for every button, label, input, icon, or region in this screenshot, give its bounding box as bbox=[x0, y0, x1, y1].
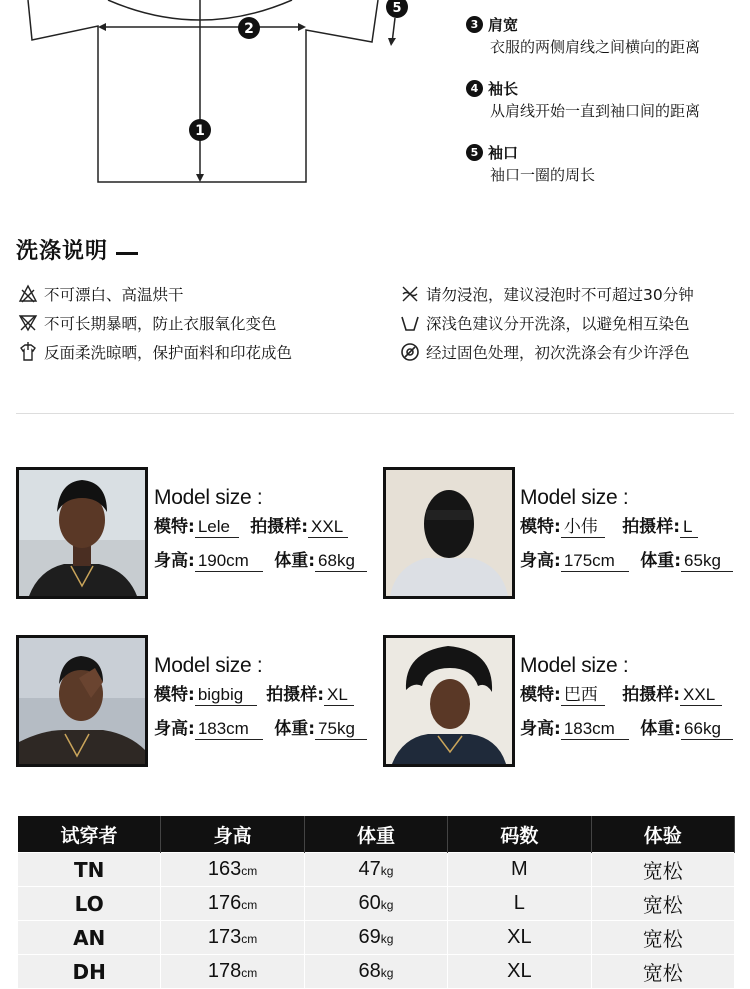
model-photo-xiaowei bbox=[383, 467, 515, 599]
sample-size: XXL bbox=[680, 685, 722, 706]
model-photo-bigbig bbox=[16, 635, 148, 767]
model-info-4 bbox=[520, 654, 730, 744]
marker-2 bbox=[238, 17, 260, 39]
svg-text:1: 1 bbox=[195, 123, 205, 139]
spec-desc: 衣服的两侧肩线之间横向的距离 bbox=[490, 38, 701, 56]
model-size-heading: Model size : bbox=[154, 486, 263, 509]
wash-item: 深浅色建议分开洗涤，以避免相互染色 bbox=[400, 312, 690, 336]
wash-item: 请勿浸泡，建议浸泡时不可超过30分钟 bbox=[400, 283, 694, 307]
tester-size: XL bbox=[448, 921, 591, 955]
model-height: 183cm bbox=[561, 719, 629, 740]
model-size-heading: Model size : bbox=[520, 486, 629, 509]
table-row bbox=[18, 887, 735, 921]
spec-number: 5 bbox=[466, 144, 483, 161]
model-height: 190cm bbox=[195, 551, 263, 572]
tester-weight: 69kg bbox=[304, 921, 447, 955]
tshirt-diagram bbox=[0, 0, 460, 200]
model-name: 小伟 bbox=[561, 517, 605, 538]
tester-fit: 宽松 bbox=[591, 955, 734, 989]
header-weight: 体重 bbox=[304, 816, 447, 853]
model-name: Lele bbox=[195, 517, 239, 538]
spec-cuff bbox=[466, 142, 595, 186]
model-photo-lele bbox=[16, 467, 148, 599]
spec-sleeve bbox=[466, 78, 700, 122]
color-fixed-icon bbox=[400, 342, 420, 362]
spec-desc: 袖口一圈的周长 bbox=[490, 166, 596, 184]
tester-name: TN bbox=[18, 853, 161, 887]
tester-size: XL bbox=[448, 955, 591, 989]
section-divider bbox=[16, 413, 734, 414]
header-tester: 试穿者 bbox=[18, 816, 161, 853]
model-name-label: 模特: bbox=[154, 685, 195, 705]
no-sun-icon bbox=[18, 313, 38, 333]
header-fit: 体验 bbox=[591, 816, 734, 853]
wash-item: 反面柔洗晾晒，保护面料和印花成色 bbox=[18, 341, 292, 365]
sample-size: L bbox=[680, 517, 698, 538]
tester-name: LO bbox=[18, 887, 161, 921]
model-weight: 68kg bbox=[315, 551, 367, 572]
tester-weight: 47kg bbox=[304, 853, 447, 887]
spec-shoulder bbox=[466, 14, 700, 58]
tester-name: AN bbox=[18, 921, 161, 955]
height-label: 身高: bbox=[154, 551, 195, 571]
table-row bbox=[18, 853, 735, 887]
table-header-row bbox=[18, 816, 735, 853]
no-soak-icon bbox=[400, 284, 420, 304]
model-info-1 bbox=[154, 486, 364, 576]
table-row bbox=[18, 921, 735, 955]
spec-title: 袖长 bbox=[488, 80, 519, 98]
spec-number: 3 bbox=[466, 16, 483, 33]
tester-height: 163cm bbox=[161, 853, 304, 887]
tester-fit: 宽松 bbox=[591, 853, 734, 887]
wash-item: 经过固色处理，初次洗涤会有少许浮色 bbox=[400, 341, 690, 365]
no-bleach-icon bbox=[18, 284, 38, 304]
tester-weight: 68kg bbox=[304, 955, 447, 989]
tester-height: 178cm bbox=[161, 955, 304, 989]
marker-1 bbox=[189, 119, 211, 141]
model-size-heading: Model size : bbox=[154, 654, 263, 677]
model-weight: 66kg bbox=[681, 719, 733, 740]
tester-weight: 60kg bbox=[304, 887, 447, 921]
weight-label: 体重: bbox=[640, 551, 682, 571]
sample-size-label: 拍摄样: bbox=[250, 517, 309, 537]
model-name: bigbig bbox=[195, 685, 257, 706]
model-info-2 bbox=[520, 486, 730, 576]
svg-text:5: 5 bbox=[392, 1, 402, 16]
weight-label: 体重: bbox=[274, 551, 316, 571]
model-name-label: 模特: bbox=[520, 517, 561, 537]
tester-height: 173cm bbox=[161, 921, 304, 955]
height-label: 身高: bbox=[520, 551, 561, 571]
inside-out-icon bbox=[18, 342, 38, 362]
wash-item: 不可长期暴晒，防止衣服氧化变色 bbox=[18, 312, 277, 336]
separate-wash-icon bbox=[400, 313, 420, 333]
tester-size: M bbox=[448, 853, 591, 887]
spec-desc: 从肩线开始一直到袖口间的距离 bbox=[490, 102, 701, 120]
model-info-3 bbox=[154, 654, 364, 744]
wash-item: 不可漂白、高温烘干 bbox=[18, 283, 184, 307]
sample-size-label: 拍摄样: bbox=[622, 685, 681, 705]
model-weight: 65kg bbox=[681, 551, 733, 572]
weight-label: 体重: bbox=[274, 719, 316, 739]
spec-title: 肩宽 bbox=[488, 16, 519, 34]
sample-size: XL bbox=[324, 685, 354, 706]
model-name-label: 模特: bbox=[154, 517, 195, 537]
svg-text:2: 2 bbox=[244, 21, 254, 37]
model-name: 巴西 bbox=[561, 685, 605, 706]
sample-size-label: 拍摄样: bbox=[266, 685, 325, 705]
model-name-label: 模特: bbox=[520, 685, 561, 705]
spec-title: 袖口 bbox=[488, 144, 519, 162]
wash-title: 洗涤说明 bbox=[16, 234, 138, 265]
header-height: 身高 bbox=[161, 816, 304, 853]
model-photo-baxi bbox=[383, 635, 515, 767]
spec-number: 4 bbox=[466, 80, 483, 97]
model-height: 175cm bbox=[561, 551, 629, 572]
tryon-table bbox=[17, 816, 735, 989]
sample-size-label: 拍摄样: bbox=[622, 517, 681, 537]
marker-5 bbox=[386, 0, 408, 18]
tester-name: DH bbox=[18, 955, 161, 989]
model-size-heading: Model size : bbox=[520, 654, 629, 677]
height-label: 身高: bbox=[154, 719, 195, 739]
model-height: 183cm bbox=[195, 719, 263, 740]
tester-fit: 宽松 bbox=[591, 887, 734, 921]
weight-label: 体重: bbox=[640, 719, 682, 739]
height-label: 身高: bbox=[520, 719, 561, 739]
model-weight: 75kg bbox=[315, 719, 367, 740]
tester-fit: 宽松 bbox=[591, 921, 734, 955]
tester-size: L bbox=[448, 887, 591, 921]
tester-height: 176cm bbox=[161, 887, 304, 921]
header-size: 码数 bbox=[448, 816, 591, 853]
sample-size: XXL bbox=[308, 517, 348, 538]
